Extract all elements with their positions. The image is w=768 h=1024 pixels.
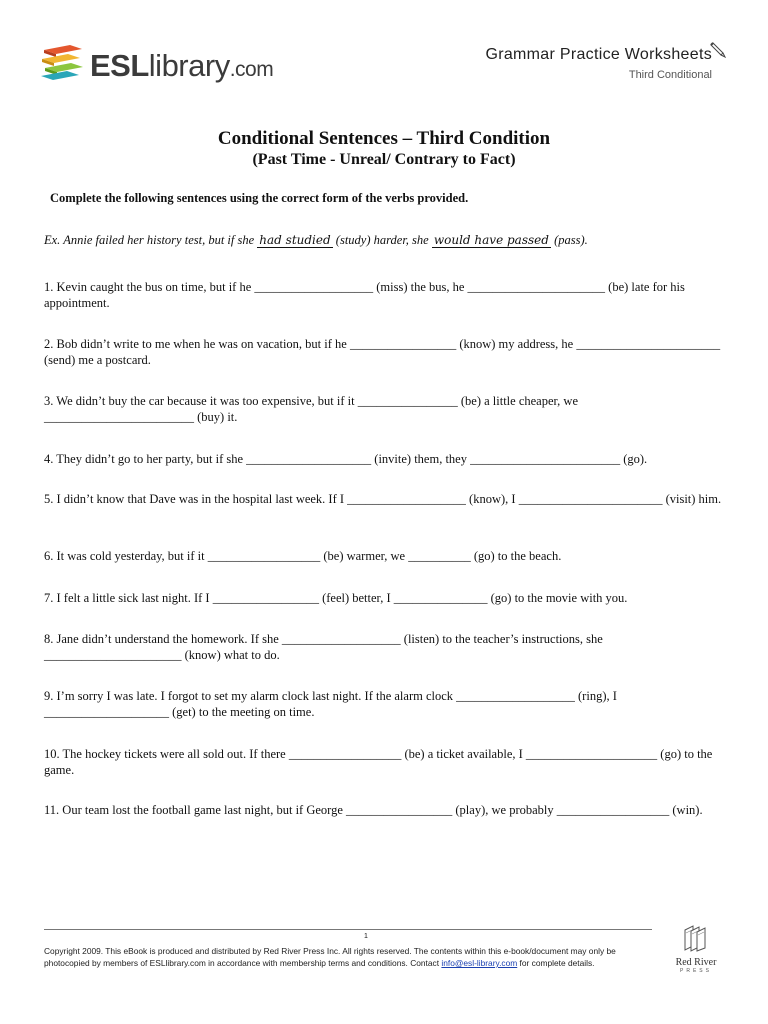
worksheet-subtitle: (Past Time - Unreal/ Contrary to Fact) (252, 151, 516, 168)
contact-email-link[interactable]: info@esl-library.com (441, 958, 518, 968)
publisher-press: PRESS (680, 968, 712, 974)
question-7[interactable]: 7. I felt a little sick last night. If I _________________ (feel) better, I _______________ (go) to the movie with you. (44, 591, 628, 605)
question-10[interactable]: 10. The hockey tickets were all sold out. If there __________________ (be) a ticket available, I _____________________ (go) to the game. (44, 747, 713, 777)
copyright-notice: Copyright 2009. This eBook is produced and distributed by Red River Press Inc. All rights reserved. The contents within this e-book/document may only be photocopied by members of ESLlibrary.com in accordance with membership terms and conditions. Contact info@esl-library.com for complete details. (44, 946, 616, 968)
question-5[interactable]: 5. I didn’t know that Dave was in the hospital last week. If I ___________________ (know), I _______________________ (visit) him. (44, 492, 722, 506)
series-heading (485, 46, 712, 81)
instructions: Complete the following sentences using the correct form of the verbs provided. (50, 191, 469, 205)
series-title: Grammar Practice Worksheets (485, 46, 712, 63)
books-icon (681, 924, 711, 952)
series-subtitle: Third Conditional (628, 69, 712, 81)
example-answer-1: had studied (259, 233, 331, 247)
question-11[interactable]: 11. Our team lost the football game last night, but if George _________________ (play), we probably __________________ (win). (44, 803, 703, 817)
book-stack-icon (40, 42, 86, 82)
pencil-icon (710, 40, 726, 58)
page-number: 1 (364, 933, 368, 940)
question-3[interactable]: 3. We didn’t buy the car because it was too expensive, but if it ________________ (be) a little cheaper, we ________________________ (buy) it. (44, 394, 578, 424)
question-4[interactable]: 4. They didn’t go to her party, but if she ____________________ (invite) them, they ________________________ (go). (44, 452, 648, 466)
question-2[interactable]: 2. Bob didn’t write to me when he was on vacation, but if he _________________ (know) my address, he _______________________ (send) me a postcard. (44, 337, 721, 367)
worksheet-title: Conditional Sentences – Third Condition (217, 128, 551, 149)
esl-library-logo[interactable] (40, 40, 290, 96)
example-answer-2: would have passed (433, 233, 549, 247)
red-river-press-logo (664, 924, 728, 974)
question-1[interactable]: 1. Kevin caught the bus on time, but if he ___________________ (miss) the bus, he ______________________ (be) late for his appointment. (44, 280, 685, 310)
question-6[interactable]: 6. It was cold yesterday, but if it __________________ (be) warmer, we __________ (go) to the beach. (44, 549, 562, 563)
question-9[interactable]: 9. I’m sorry I was late. I forgot to set my alarm clock last night. If the alarm clock ___________________ (ring), I ____________________ (get) to the meeting on time. (44, 689, 617, 719)
logo-wordmark: ESLlibrary.com (90, 48, 274, 83)
question-8[interactable]: 8. Jane didn’t understand the homework. If she ___________________ (listen) to the teacher’s instructions, she ______________________ (know) what to do. (44, 632, 603, 662)
publisher-name: Red River (675, 957, 717, 968)
example-sentence: Ex. Annie failed her history test, but if she had studied (study) harder, she would have passed (pass). (44, 233, 588, 247)
footer-divider (44, 929, 652, 930)
